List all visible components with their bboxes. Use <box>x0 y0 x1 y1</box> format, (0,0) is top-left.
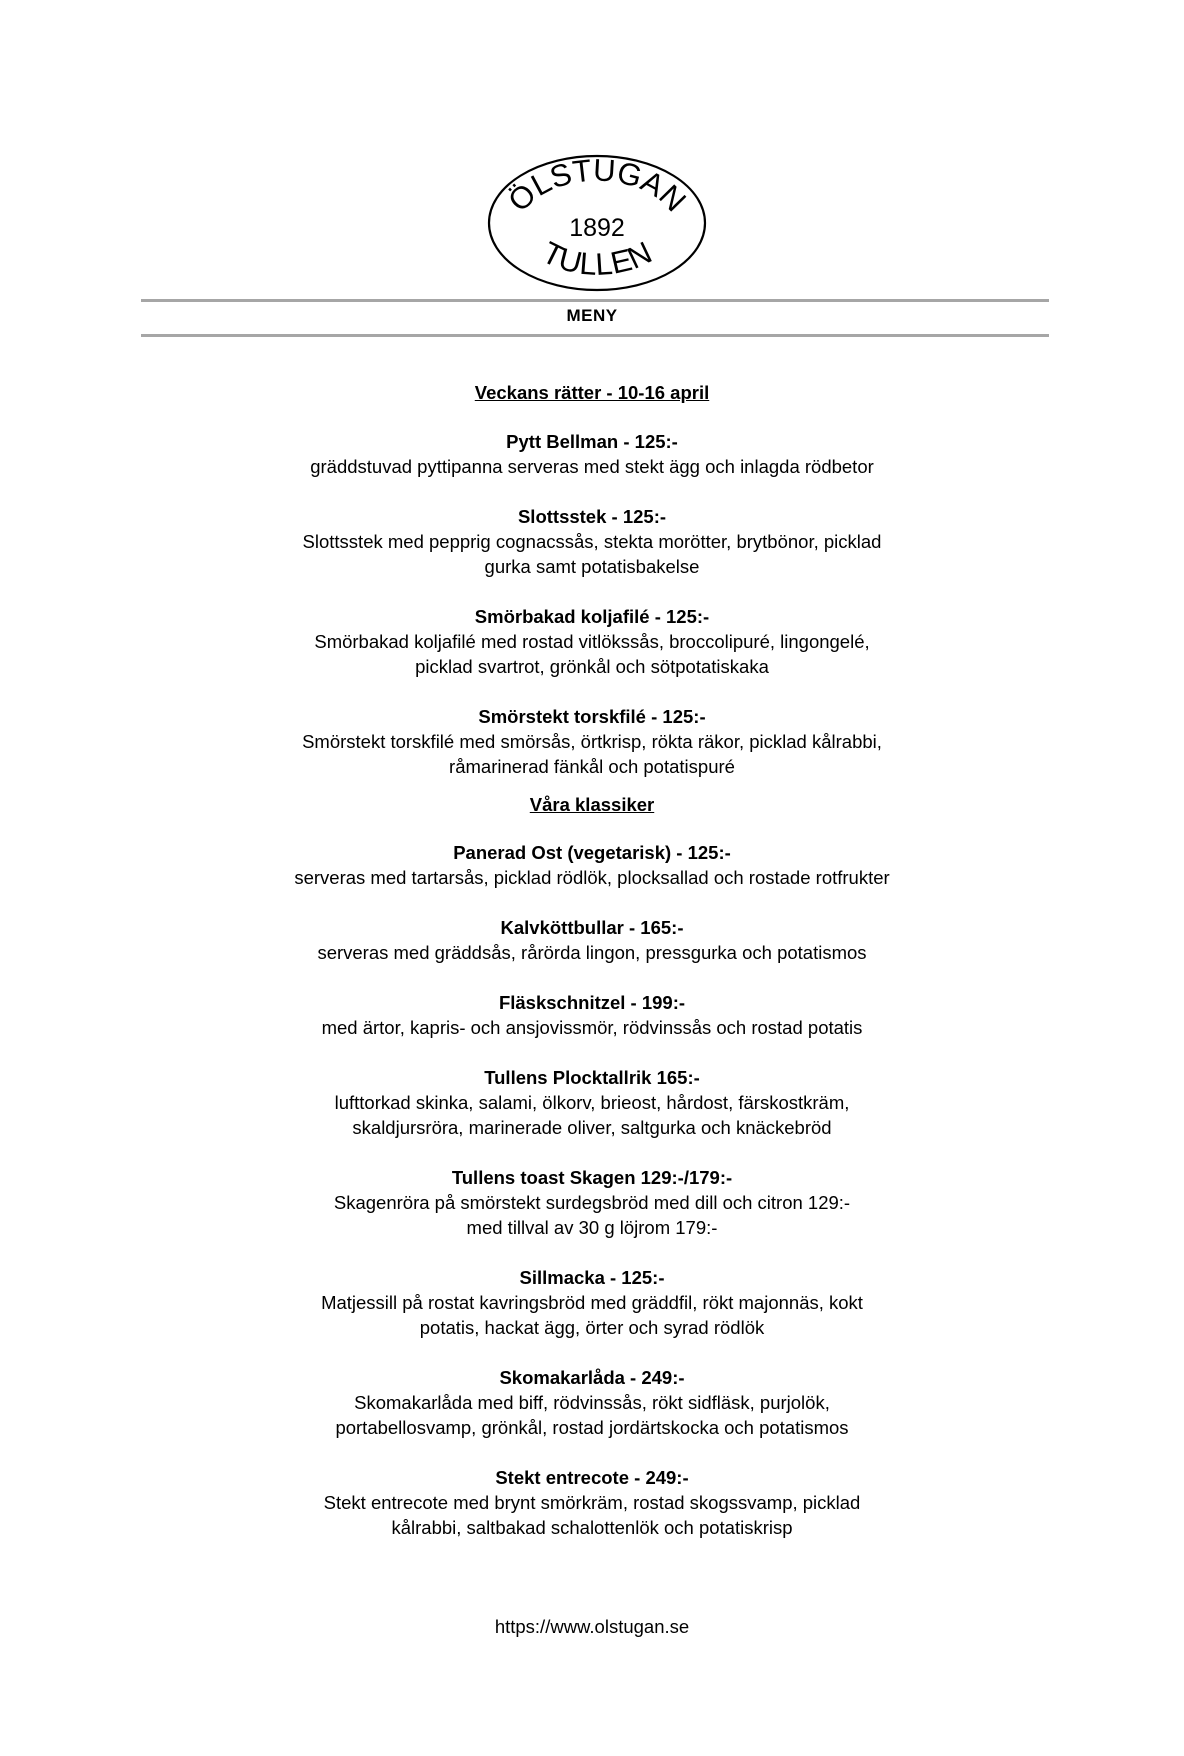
dish-description: Matjessill på rostat kavringsbröd med gräddfil, rökt majonnäs, kokt potatis, hackat ägg, örter och syrad rödlök <box>321 1292 863 1338</box>
menu-content <box>0 380 1184 1565</box>
dish-name: Tullens toast Skagen 129:-/179:- <box>451 1167 733 1188</box>
dish-item <box>0 1165 1184 1240</box>
dish-name: Slottsstek - 125:- <box>517 506 667 527</box>
section-heading-classics: Våra klassiker <box>529 794 655 815</box>
dish-description: Slottsstek med pepprig cognacssås, stekta morötter, brytbönor, picklad gurka samt potatisbakelse <box>302 531 882 577</box>
dish-item <box>0 840 1184 890</box>
dish-name: Fläskschnitzel - 199:- <box>498 992 686 1013</box>
dish-description: lufttorkad skinka, salami, ölkorv, brieost, hårdost, färskostkräm, skaldjursröra, marinerade oliver, saltgurka och knäckebröd <box>334 1092 850 1138</box>
dish-description: Smörstekt torskfilé med smörsås, örtkrisp, rökta räkor, picklad kålrabbi, råmarinerad fänkål och potatispuré <box>302 731 882 777</box>
dish-item <box>0 1265 1184 1340</box>
dish-description: Skagenröra på smörstekt surdegsbröd med dill och citron 129:- med tillval av 30 g löjrom 179:- <box>333 1192 851 1238</box>
dish-item <box>0 990 1184 1040</box>
section-heading-weekly: Veckans rätter - 10-16 april <box>474 382 710 403</box>
menu-title: MENY <box>566 306 618 325</box>
dish-name: Stekt entrecote - 249:- <box>495 1467 689 1488</box>
dish-name: Panerad Ost (vegetarisk) - 125:- <box>453 842 731 863</box>
dish-item <box>0 1365 1184 1440</box>
dish-description: serveras med gräddsås, rårörda lingon, pressgurka och potatismos <box>317 942 867 963</box>
dish-item <box>0 1465 1184 1540</box>
dish-item <box>0 915 1184 965</box>
logo-bottom-text: TULLEN <box>536 234 658 282</box>
dish-description: Smörbakad koljafilé med rostad vitlökssås, broccolipuré, lingongelé, picklad svartrot, grönkål och sötpotatiskaka <box>314 631 870 677</box>
dish-item <box>0 704 1184 779</box>
logo-emblem <box>486 153 708 293</box>
dish-item <box>0 1065 1184 1140</box>
website-link[interactable]: https://www.olstugan.se <box>494 1616 690 1637</box>
dish-item <box>0 504 1184 579</box>
dish-name: Sillmacka - 125:- <box>519 1267 665 1288</box>
logo-year: 1892 <box>569 214 625 242</box>
restaurant-logo <box>486 153 708 293</box>
dish-description: gräddstuvad pyttipanna serveras med stekt ägg och inlagda rödbetor <box>310 456 874 477</box>
header-divider-bottom <box>141 334 1049 337</box>
dish-name: Skomakarlåda - 249:- <box>499 1367 685 1388</box>
dish-item <box>0 429 1184 479</box>
dish-description: med ärtor, kapris- och ansjovissmör, rödvinssås och rostad potatis <box>321 1017 863 1038</box>
dish-name: Pytt Bellman - 125:- <box>506 431 678 452</box>
dish-name: Tullens Plocktallrik 165:- <box>484 1067 700 1088</box>
header-divider-top <box>141 299 1049 302</box>
logo-top-text: ÖLSTUGAN <box>501 153 693 219</box>
dish-description: Skomakarlåda med biff, rödvinssås, rökt sidfläsk, purjolök, portabellosvamp, grönkål, rostad jordärtskocka och potatismos <box>335 1392 849 1438</box>
dish-name: Smörbakad koljafilé - 125:- <box>474 606 710 627</box>
dish-description: Stekt entrecote med brynt smörkräm, rostad skogssvamp, picklad kålrabbi, saltbakad schalottenlök och potatiskrisp <box>323 1492 861 1538</box>
dish-name: Smörstekt torskfilé - 125:- <box>478 706 706 727</box>
dish-name: Kalvköttbullar - 165:- <box>500 917 684 938</box>
dish-item <box>0 604 1184 679</box>
dish-description: serveras med tartarsås, picklad rödlök, plocksallad och rostade rotfrukter <box>294 867 890 888</box>
